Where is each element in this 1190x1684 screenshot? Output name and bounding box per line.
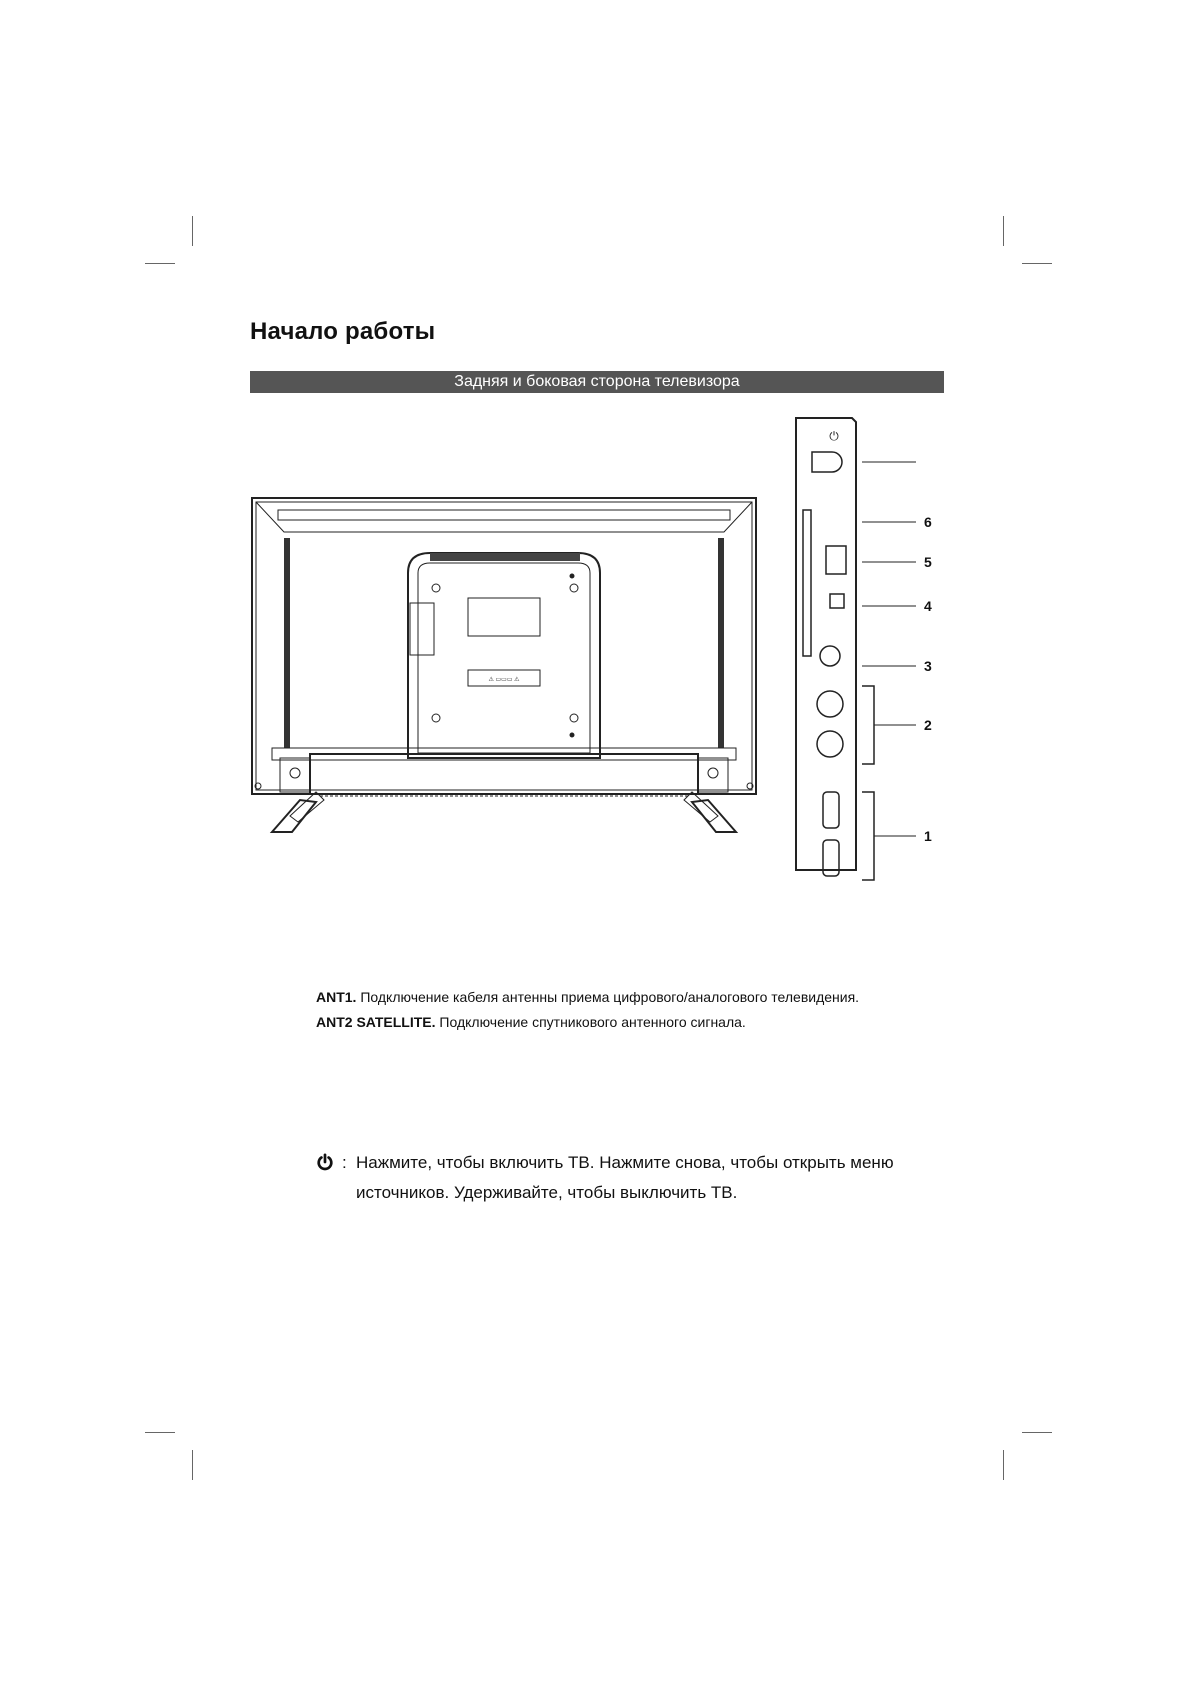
crop-mark bbox=[1022, 1432, 1052, 1433]
crop-mark bbox=[192, 216, 193, 246]
power-icon bbox=[316, 1153, 334, 1171]
ant2-label: ANT2 SATELLITE. bbox=[316, 1014, 436, 1030]
page-title: Начало работы bbox=[250, 318, 436, 345]
callout-2: 2 bbox=[924, 717, 932, 733]
ant2-note bbox=[316, 1010, 956, 1035]
crop-mark bbox=[1022, 263, 1052, 264]
crop-mark bbox=[145, 263, 175, 264]
crop-mark bbox=[1003, 216, 1004, 246]
crop-mark bbox=[145, 1432, 175, 1433]
ant2-text: Подключение спутникового антенного сигнала. bbox=[439, 1014, 746, 1030]
crop-mark bbox=[1003, 1450, 1004, 1480]
callout-6: 6 bbox=[924, 514, 932, 530]
callout-3: 3 bbox=[924, 658, 932, 674]
callout-4: 4 bbox=[924, 598, 932, 614]
tv-diagram bbox=[240, 408, 940, 908]
power-button-note bbox=[316, 1148, 956, 1208]
callout-5: 5 bbox=[924, 554, 932, 570]
ant1-text: Подключение кабеля антенны приема цифрового/аналогового телевидения. bbox=[360, 989, 860, 1005]
antenna-notes bbox=[316, 985, 956, 1035]
svg-text:⚠ ▭▭▭ ⚠: ⚠ ▭▭▭ ⚠ bbox=[488, 677, 520, 683]
power-text: Нажмите, чтобы включить ТВ. Нажмите снова, чтобы открыть меню источников. Удерживайте, чтобы выключить ТВ. bbox=[356, 1153, 894, 1202]
callout-1: 1 bbox=[924, 828, 932, 844]
ant1-label: ANT1. bbox=[316, 989, 357, 1005]
crop-mark bbox=[192, 1450, 193, 1480]
section-header: Задняя и боковая сторона телевизора bbox=[250, 371, 944, 393]
svg-text:⏻: ⏻ bbox=[829, 429, 839, 443]
tv-rear-view bbox=[252, 498, 756, 832]
ant1-note bbox=[316, 985, 956, 1010]
side-panel bbox=[796, 418, 916, 880]
power-colon: : bbox=[342, 1153, 347, 1172]
